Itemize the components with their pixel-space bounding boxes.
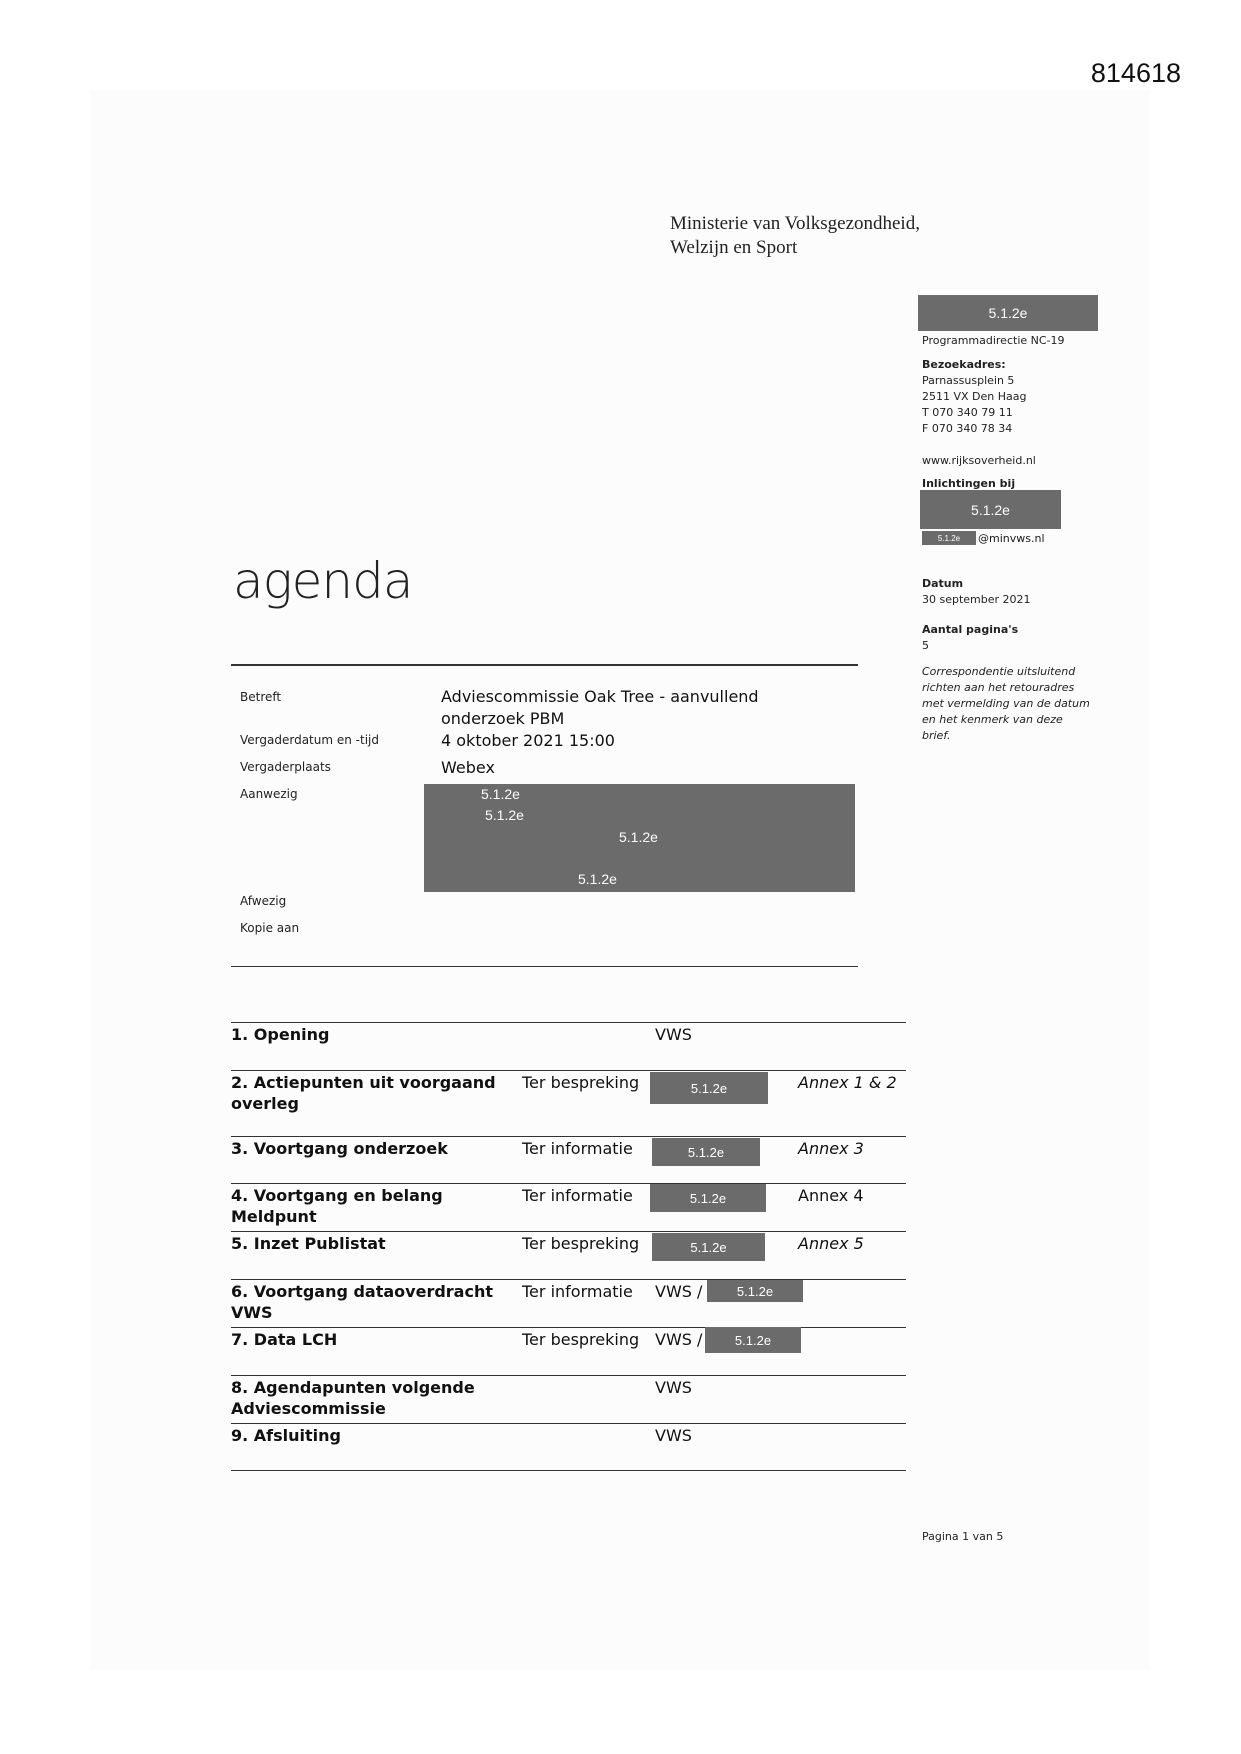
sidebar-directorate: Programmadirectie NC-19: [922, 334, 1065, 347]
agenda-item-title-line: 1. Opening: [231, 1025, 330, 1044]
subject-label: Betreft: [240, 690, 282, 704]
note-line: met vermelding van de datum: [922, 697, 1090, 710]
pages-block: [922, 622, 1018, 654]
absent-label: Afwezig: [240, 894, 287, 908]
agenda-item-title-line: VWS: [231, 1303, 273, 1322]
agenda-item-mode: Ter informatie: [522, 1139, 633, 1158]
agenda-item-title-line: 3. Voortgang onderzoek: [231, 1139, 448, 1158]
ministry-line-1: Ministerie van Volksgezondheid,: [670, 213, 920, 234]
table-rule: [231, 1470, 906, 1471]
redaction-block-owner: 5.1.2e: [652, 1138, 760, 1166]
subject-value: [441, 686, 759, 730]
agenda-item-title-line: 8. Agendapunten volgende: [231, 1378, 475, 1397]
table-rule: [231, 1279, 906, 1280]
email-domain: @minvws.nl: [978, 531, 1045, 545]
table-rule: [231, 1136, 906, 1137]
agenda-item-title-line: 6. Voortgang dataoverdracht: [231, 1282, 493, 1301]
agenda-item-title-line: 5. Inzet Publistat: [231, 1234, 386, 1253]
divider-bottom: [231, 966, 858, 967]
table-rule: [231, 1375, 906, 1376]
agenda-item-title: [231, 1377, 475, 1419]
date-block: [922, 576, 1031, 608]
page-title: agenda: [233, 552, 413, 610]
ministry-line-2: Welzijn en Sport: [670, 237, 798, 258]
note-line: brief.: [922, 729, 951, 742]
table-rule: [231, 1423, 906, 1424]
agenda-item-title-line: overleg: [231, 1094, 299, 1113]
table-rule: [231, 1022, 906, 1023]
agenda-item-title: [231, 1233, 386, 1254]
redaction-block-owner: 5.1.2e: [652, 1233, 765, 1261]
redaction-block-owner: 5.1.2e: [707, 1280, 803, 1302]
address-city: 2511 VX Den Haag: [922, 390, 1027, 403]
attendee-redaction-label: 5.1.2e: [578, 871, 617, 887]
agenda-item-title-line: 9. Afsluiting: [231, 1426, 341, 1445]
redaction-block-contact: 5.1.2e: [920, 490, 1061, 529]
agenda-item-mode: Ter informatie: [522, 1186, 633, 1205]
visit-address-label: Bezoekadres:: [922, 358, 1006, 371]
agenda-item-title-line: 4. Voortgang en belang: [231, 1186, 443, 1205]
agenda-item-mode: Ter bespreking: [522, 1234, 640, 1253]
agenda-item-owner: VWS: [655, 1378, 692, 1397]
present-label: Aanwezig: [240, 787, 298, 801]
datetime-label: Vergaderdatum en -tijd: [240, 733, 379, 747]
website-link[interactable]: www.rijksoverheid.nl: [922, 454, 1036, 467]
info-label: Inlichtingen bij: [922, 477, 1016, 490]
place-label: Vergaderplaats: [240, 760, 331, 774]
redaction-block-owner: 5.1.2e: [650, 1072, 768, 1104]
place-value: Webex: [441, 758, 495, 777]
page-footer: Pagina 1 van 5: [922, 1530, 1004, 1543]
table-rule: [231, 1183, 906, 1184]
correspondence-note: [922, 664, 1090, 744]
agenda-item-title-line: 2. Actiepunten uit voorgaand: [231, 1073, 496, 1092]
attendee-redaction-label: 5.1.2e: [481, 786, 520, 802]
pages-value: 5: [922, 639, 929, 652]
note-line: en het kenmerk van deze: [922, 713, 1063, 726]
table-rule: [231, 1327, 906, 1328]
agenda-item-annex: Annex 1 & 2: [798, 1073, 897, 1092]
agenda-item-title: [231, 1138, 448, 1159]
address-street: Parnassusplein 5: [922, 374, 1015, 387]
table-rule: [231, 1070, 906, 1071]
subject-line-2: onderzoek PBM: [441, 709, 565, 728]
agenda-item-title: [231, 1185, 443, 1227]
agenda-item-owner: VWS /: [655, 1282, 703, 1301]
attendee-redaction-label: 5.1.2e: [485, 807, 524, 823]
ministry-name: [670, 212, 920, 260]
agenda-item-title: [231, 1072, 496, 1114]
note-line: richten aan het retouradres: [922, 681, 1075, 694]
agenda-item-owner: VWS: [655, 1025, 692, 1044]
agenda-item-owner: VWS /: [655, 1330, 703, 1349]
agenda-item-mode: Ter informatie: [522, 1282, 633, 1301]
agenda-item-annex: Annex 5: [798, 1234, 864, 1253]
datetime-value: 4 oktober 2021 15:00: [441, 731, 615, 750]
redaction-block-owner: 5.1.2e: [650, 1184, 766, 1212]
agenda-item-title-line: Meldpunt: [231, 1207, 317, 1226]
table-rule: [231, 1231, 906, 1232]
redaction-block-attendees: [424, 784, 855, 892]
document-number: 814618: [1090, 58, 1181, 88]
redaction-block-owner: 5.1.2e: [705, 1327, 801, 1353]
agenda-item-title-line: Adviescommissie: [231, 1399, 386, 1418]
agenda-item-mode: Ter bespreking: [522, 1330, 640, 1349]
fax-number: F 070 340 78 34: [922, 422, 1013, 435]
copy-label: Kopie aan: [240, 921, 300, 935]
agenda-item-annex: Annex 3: [798, 1139, 864, 1158]
subject-line-1: Adviescommissie Oak Tree - aanvullend: [441, 687, 759, 706]
redaction-block-email: 5.1.2e: [922, 531, 976, 545]
date-label: Datum: [922, 577, 964, 590]
attendee-redaction-label: 5.1.2e: [619, 829, 658, 845]
agenda-item-owner: VWS: [655, 1426, 692, 1445]
agenda-item-title: [231, 1425, 341, 1446]
agenda-item-annex: Annex 4: [798, 1186, 864, 1205]
phone-number: T 070 340 79 11: [922, 406, 1013, 419]
note-line: Correspondentie uitsluitend: [922, 665, 1076, 678]
agenda-item-title-line: 7. Data LCH: [231, 1330, 338, 1349]
redaction-block-sender: 5.1.2e: [918, 295, 1098, 331]
agenda-item-title: [231, 1281, 493, 1323]
divider-top: [231, 664, 858, 666]
contact-email: [922, 531, 1045, 545]
agenda-item-title: [231, 1024, 329, 1045]
agenda-item-title: [231, 1329, 337, 1350]
agenda-item-mode: Ter bespreking: [522, 1073, 640, 1092]
date-value: 30 september 2021: [922, 593, 1031, 606]
sidebar-visit-address: [922, 357, 1027, 437]
pages-label: Aantal pagina's: [922, 623, 1019, 636]
